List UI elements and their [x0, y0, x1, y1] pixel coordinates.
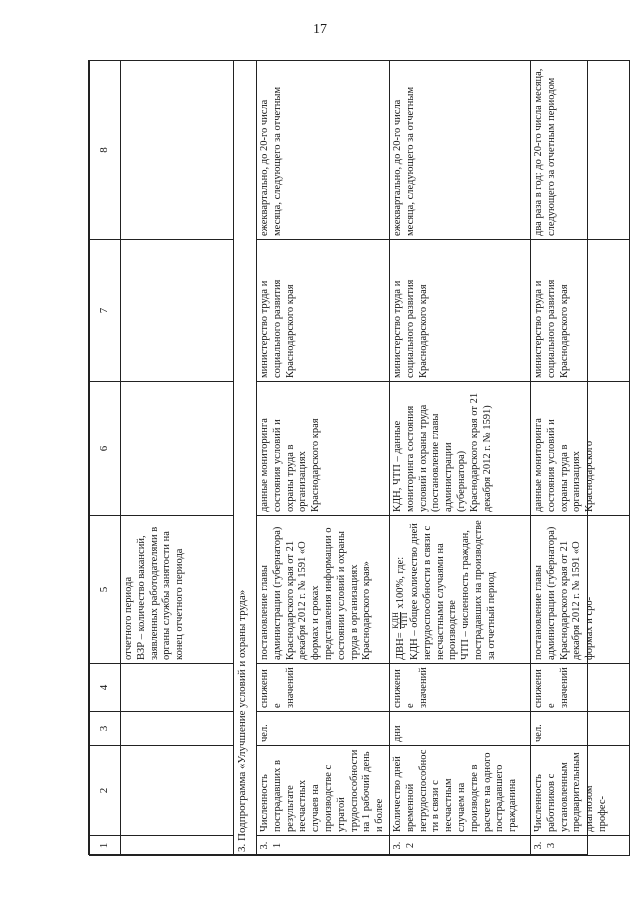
indicator-table: [89, 60, 630, 856]
col-header: 5: [90, 516, 121, 664]
subprogram-title: 3. Подпрограмма «Улучшение условий и охраны труда»: [234, 61, 257, 856]
page-number: 17: [313, 22, 327, 37]
formula-denominator: ЧТП: [399, 612, 409, 629]
data-source: КДН, ЧТП – данные мониторинга состояния условий и охраны труда (постановление главы администрации (губернатора) Краснодарского края от 21 декабря 2012 г. № 1591): [389, 382, 530, 516]
responsible: министерство труда и социального развития Краснодарского края: [530, 240, 629, 382]
column-number-row: [90, 61, 121, 856]
table-row: [257, 61, 390, 856]
trend: снижение значений: [257, 664, 390, 712]
indicator-name: Численность работников с установленным предварительным диагнозом профес-: [530, 746, 629, 836]
indicator-name: Численность пострадавших в результате несчастных случаев на производстве с утратой трудоспособности на 1 рабочий день и более: [257, 746, 390, 836]
method: постановление главы администрации (губернатора) Краснодарского края от 21 декабря 2012 г. № 1591 «О формах и сро-: [530, 516, 629, 664]
table-row: [530, 61, 629, 856]
cell: [121, 664, 234, 712]
method: постановление главы администрации (губернатора) Краснодарского края от 21 декабря 2012 г. № 1591 «О формах и сроках представления информации о состоянии условий и охраны труда в организациях Краснодарского края»: [257, 516, 390, 664]
responsible: министерство труда и социального развития Краснодарского края: [389, 240, 530, 382]
period: ежеквартально, до 20-го числа месяца, следующего за отчетным: [257, 61, 390, 240]
period: ежеквартально, до 20-го числа месяца, следующего за отчетным: [389, 61, 530, 240]
unit: чел.: [530, 712, 629, 746]
continued-method-cell: [121, 516, 234, 664]
col-header: 7: [90, 240, 121, 382]
formula-lhs: ДВН=: [394, 632, 406, 660]
col-header: 3: [90, 712, 121, 746]
cell: [121, 240, 234, 382]
table-row: [389, 61, 530, 856]
continued-row: [121, 61, 234, 856]
unit: чел.: [257, 712, 390, 746]
continued-method-text: отчетного периода ВЗР – количество вакансий, заявленных работодателями в органы службы занятости на конец отчетного периода: [123, 526, 186, 660]
data-source: данные мониторинга состояния условий и охраны труда в организациях Краснодарского: [530, 382, 629, 516]
formula-rhs: x100%, где:: [394, 556, 406, 609]
trend: снижение значений: [389, 664, 530, 712]
period: два раза в год: до 20-го числа месяца, следующего за отчетным периодом: [530, 61, 629, 240]
col-header: 6: [90, 382, 121, 516]
subprogram-row: [234, 61, 257, 856]
row-number: 3.3: [530, 836, 629, 856]
responsible: министерство труда и социального развития Краснодарского края: [257, 240, 390, 382]
cell: [121, 61, 234, 240]
col-header: 8: [90, 61, 121, 240]
col-header: 1: [90, 836, 121, 856]
trend: снижение значений: [530, 664, 629, 712]
cell: [121, 746, 234, 836]
col-header: 2: [90, 746, 121, 836]
cell: [121, 382, 234, 516]
row-number: 3.1: [257, 836, 390, 856]
indicator-table-frame: [88, 60, 608, 855]
data-source: данные мониторинга состояния условий и охраны труда в организациях Краснодарского края: [257, 382, 390, 516]
row-number: 3.2: [389, 836, 530, 856]
rotated-table-container: [89, 61, 608, 856]
formula: [392, 519, 409, 660]
col-header: 4: [90, 664, 121, 712]
indicator-name: Количество дней временной нетрудоспособности в связи с несчастным случаем на производстве в расчете на одного пострадавшего гражданина: [389, 746, 530, 836]
method: КДН – общее количество дней нетрудоспособности в связи с несчастными случаями на производстве ЧТП – численность граждан, пострадавших на производстве за отчетный период: [408, 520, 497, 660]
formula-numerator: КДН: [390, 612, 400, 629]
cell: [121, 836, 234, 856]
method-cell: [389, 516, 530, 664]
cell: [121, 712, 234, 746]
unit: дни: [389, 712, 530, 746]
